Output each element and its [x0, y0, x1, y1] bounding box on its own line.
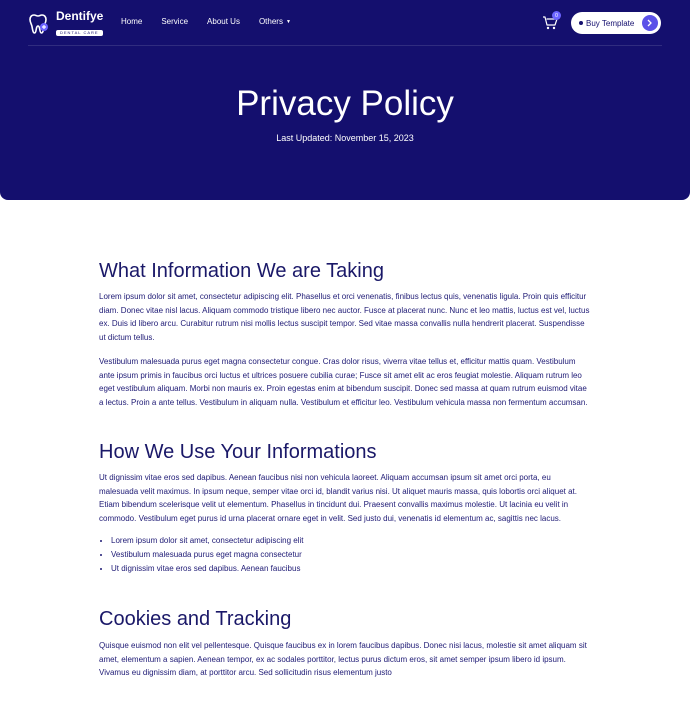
arrow-right-icon	[642, 15, 658, 31]
section-paragraph: Lorem ipsum dolor sit amet, consectetur adipiscing elit. Phasellus et orci venenatis, finibus lectus quis, venenatis ligula. Proin quis efficitur diam. Donec vitae nisl lacus. Aliquam commodo tristique libero nec auctor. Fusce at placerat nunc. Nunc et leo mattis, luctus est vel, luctus ex. Duis id libero arcu. Curabitur rutrum nisi mollis lectus suscipit tempor. Sed vitae massa convallis nulla hendrerit placerat. Suspendisse ut dictum tellus.	[99, 292, 590, 342]
nav-link-others-label: Others	[258, 17, 283, 26]
section-heading: How We Use Your Informations	[99, 441, 377, 463]
section-heading: What Information We are Taking	[99, 260, 384, 282]
chevron-down-icon: ▼	[285, 18, 291, 25]
policy-content	[99, 258, 590, 680]
nav-divider	[28, 45, 662, 46]
section-paragraph: Ut dignissim vitae eros sed dapibus. Aenean faucibus nisi non vehicula laoreet. Aliquam accumsan ipsum sit amet orci porta, eu malesuada velit maximus. In ipsum neque, semper vitae orci id, blandit varius nisi. Ut aliquet mauris massa, quis lobortis orci aliquet at. Etiam bibendum scelerisque velit ut elementum. Phasellus in tincidunt dui. Praesent convallis maximus molestie. Ut lacinia eu velit in commodo. Vestibulum eget purus id urna placerat ornare eget in velit. Sed justo dui, venenatis id elementum ac, sagittis nec lacus.	[99, 473, 577, 523]
buy-template-label: Buy Template	[586, 18, 635, 28]
list-item: • Lorem ipsum dolor sit amet, consectetur adipiscing elit	[111, 534, 590, 548]
cart-count-badge: 0	[552, 11, 561, 20]
nav-link-home[interactable]: Home	[121, 17, 143, 26]
buy-template-button[interactable]	[571, 12, 661, 34]
cart-button[interactable]	[542, 13, 560, 31]
nav-link-service[interactable]: Service	[161, 17, 189, 26]
list-item: • Vestibulum malesuada purus eget magna consectetur	[111, 548, 590, 562]
top-navigation	[28, 10, 662, 38]
bullet-list	[99, 534, 590, 576]
list-item: • Ut dignissim vitae eros sed dapibus. Aenean faucibus	[111, 562, 590, 576]
section-paragraph: Quisque euismod non elit vel pellentesque. Quisque faucibus ex in lorem faucibus dapibus. Donec nisi lacus, molestie sit amet aliquam sit amet, elementum a sapien. Aenean tempor, ex ac sodales porttitor, lectus purus dictum eros, sit amet semper ipsum libero id ipsum. Vivamus eu dignissim diam, at porttitor arcu. Sed sollicitudin risus elementum justo	[99, 641, 587, 677]
section-paragraph: Vestibulum malesuada purus eget magna consectetur congue. Cras dolor risus, viverra vitae tellus et, efficitur mattis quam. Vestibulum ante ipsum primis in faucibus orci luctus et ultrices posuere cubilia curae; Fusce sit amet elit ac eros feugiat molestie. Aliquam rutrum leo eget vestibulum aliquam. Morbi non mauris ex. Proin egestas enim at bibendum suscipit. Donec sed massa at quam rutrum euismod vitae a lectus. Proin a ante tellus. Vestibulum in aliquam nulla. Vestibulum et efficitur leo. Vestibulum vehicula massa non fermentum accumsan.	[99, 357, 588, 407]
section-heading: Cookies and Tracking	[99, 608, 292, 630]
page-title: Privacy Policy	[236, 84, 454, 123]
hero-banner	[0, 0, 690, 200]
tooth-logo-icon	[28, 12, 52, 36]
nav-link-others[interactable]	[259, 17, 291, 26]
logo[interactable]	[28, 10, 103, 38]
last-updated-text: Last Updated: November 15, 2023	[276, 133, 414, 143]
logo-name: Dentifye	[56, 9, 104, 23]
nav-link-about-us[interactable]: About Us	[207, 17, 240, 26]
logo-tagline: DENTAL CARE	[56, 30, 103, 36]
bullet-dot-icon	[579, 21, 583, 25]
main-menu	[121, 17, 310, 26]
